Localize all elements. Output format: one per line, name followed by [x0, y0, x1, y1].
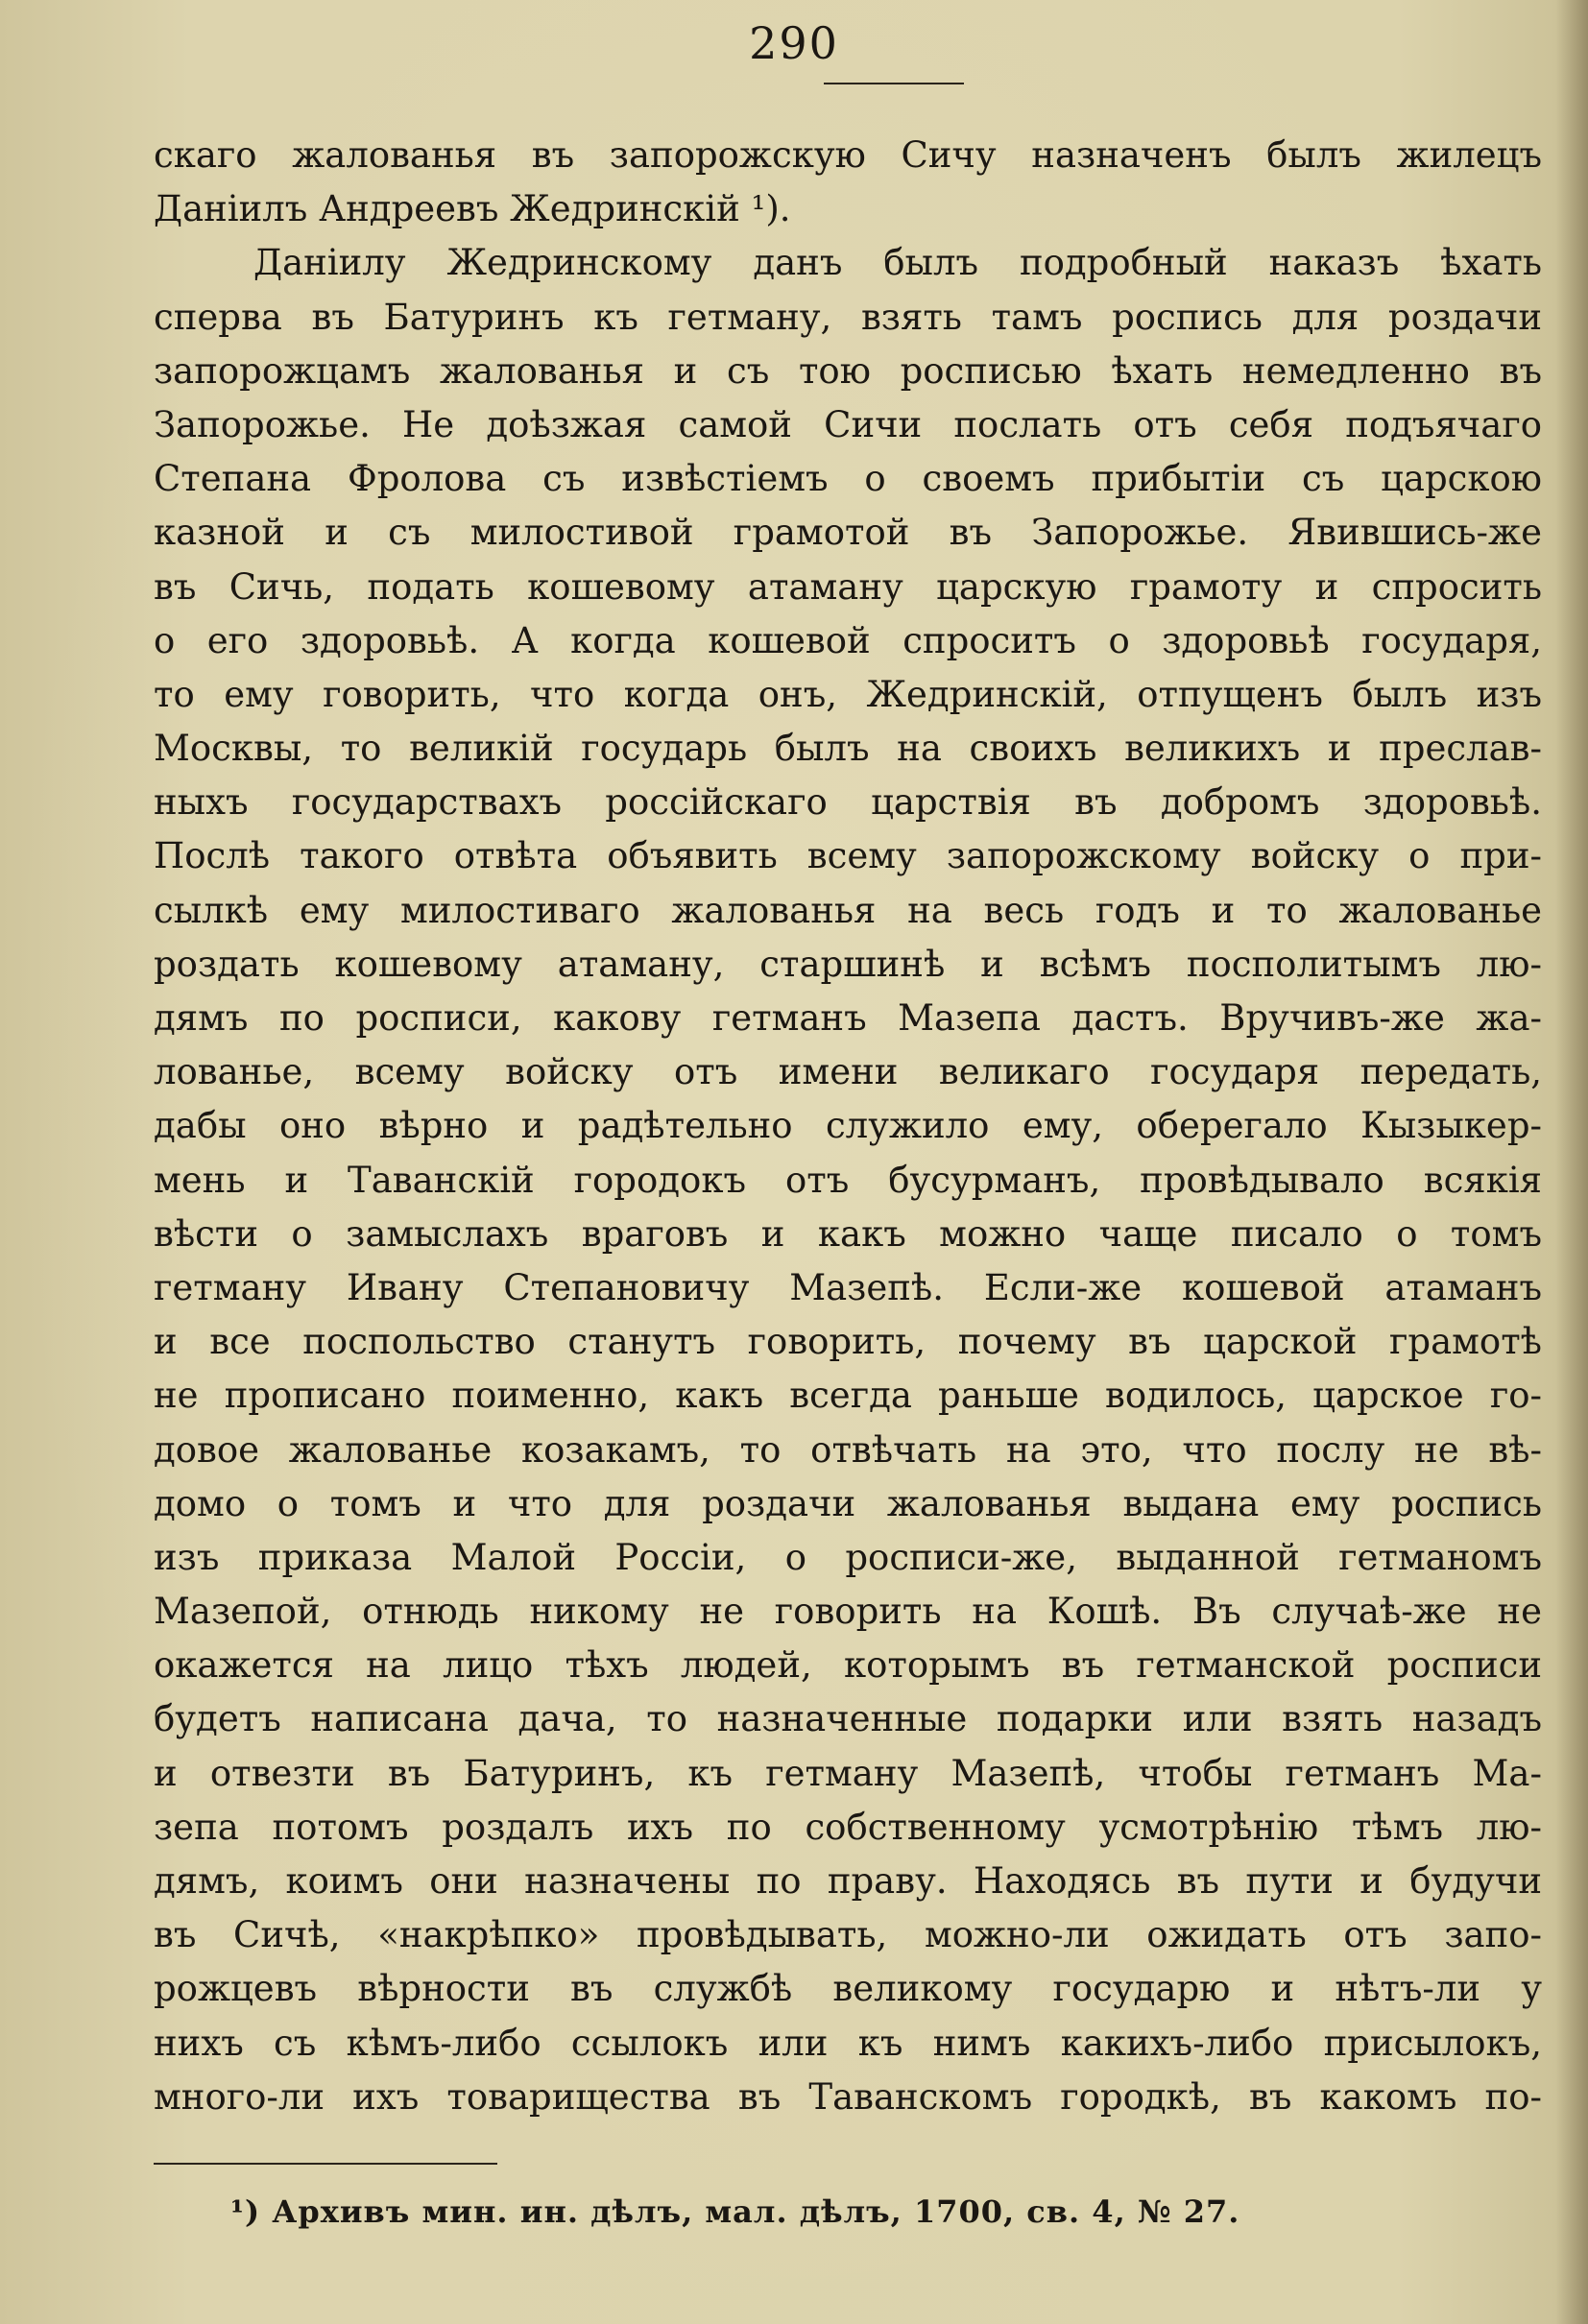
text-line: сперва въ Батуринъ къ гетману, взять тамъ роспись для роздачи: [154, 296, 1542, 338]
text-line: казной и съ милостивой грамотой въ Запорожье. Явившись-же: [154, 512, 1542, 554]
text-line: окажется на лицо тѣхъ людей, которымъ въ гетманской росписи: [154, 1644, 1542, 1687]
text-line: роздать кошевому атаману, старшинѣ и всѣмъ посполитымъ лю-: [154, 943, 1542, 985]
text-line: будетъ написана дача, то назначенные подарки или взять назадъ: [154, 1698, 1542, 1740]
body-text: [154, 129, 1542, 2124]
text-line: скаго жалованья въ запорожскую Сичу назначенъ былъ жилецъ: [154, 134, 1542, 176]
text-line: дабы оно вѣрно и радѣтельно служило ему, оберегало Кызыкер-: [154, 1105, 1542, 1147]
text-line: запорожцамъ жалованья и съ тою росписью ѣхать немедленно въ: [154, 349, 1542, 392]
text-line: лованье, всему войску отъ имени великаго государя передать,: [154, 1051, 1542, 1093]
text-line: много-ли ихъ товарищества въ Таванскомъ городкѣ, въ какомъ по-: [154, 2075, 1542, 2118]
text-line: и все поспольство станутъ говорить, почему въ царской грамотѣ: [154, 1321, 1542, 1363]
text-line: домо о томъ и что для роздачи жалованья выдана ему роспись: [154, 1482, 1542, 1524]
text-line: о его здоровьѣ. А когда кошевой спроситъ о здоровьѣ государя,: [154, 619, 1542, 661]
text-line: Степана Фролова съ извѣстіемъ о своемъ прибытіи съ царскою: [154, 458, 1542, 500]
text-line: изъ приказа Малой Россіи, о росписи-же, выданной гетманомъ: [154, 1536, 1542, 1578]
text-line: Запорожье. Не доѣзжая самой Сичи послать отъ себя подъячаго: [154, 403, 1542, 445]
footnote: ¹) Архивъ мин. ин. дѣлъ, мал. дѣлъ, 1700, св. 4, № 27.: [230, 2193, 1240, 2230]
text-line: Послѣ такого отвѣта объявить всему запорожскому войску о при-: [154, 835, 1542, 877]
text-line: гетману Ивану Степановичу Мазепѣ. Если-же кошевой атаманъ: [154, 1266, 1542, 1308]
spine-shadow: [1555, 0, 1588, 2324]
text-line: зепа потомъ роздалъ ихъ по собственному усмотрѣнію тѣмъ лю-: [154, 1806, 1542, 1848]
text-line: не прописано поименно, какъ всегда раньше водилось, царское го-: [154, 1375, 1542, 1417]
text-line: въ Сичь, подать кошевому атаману царскую грамоту и спросить: [154, 565, 1542, 608]
text-line: дямъ по росписи, какову гетманъ Мазепа дастъ. Вручивъ-же жа-: [154, 997, 1542, 1039]
text-line: рожцевъ вѣрности въ службѣ великому государю и нѣтъ-ли у: [154, 1968, 1542, 2010]
header-rule: [824, 83, 964, 84]
text-line: дямъ, коимъ они назначены по праву. Находясь въ пути и будучи: [154, 1860, 1542, 1902]
text-line: вѣсти о замыслахъ враговъ и какъ можно чаще писало о томъ: [154, 1212, 1542, 1255]
text-line: сылкѣ ему милостиваго жалованья на весь годъ и то жалованье: [154, 889, 1542, 931]
text-line: Даніилу Жедринскому данъ былъ подробный наказъ ѣхать: [253, 242, 1542, 284]
text-line: нихъ съ кѣмъ-либо ссылокъ или къ нимъ какихъ-либо присылокъ,: [154, 2022, 1542, 2064]
text-line: Мазепой, отнюдь никому не говорить на Кошѣ. Въ случаѣ-же не: [154, 1591, 1542, 1633]
text-line: и отвезти въ Батуринъ, къ гетману Мазепѣ, чтобы гетманъ Ма-: [154, 1752, 1542, 1794]
text-line: мень и Таванскій городокъ отъ бусурманъ, провѣдывало всякія: [154, 1159, 1542, 1201]
text-line: довое жалованье козакамъ, то отвѣчать на это, что послу не вѣ-: [154, 1428, 1542, 1471]
text-line: Москвы, то великій государь былъ на своихъ великихъ и преслав-: [154, 728, 1542, 770]
text-line: ныхъ государствахъ россійскаго царствія въ добромъ здоровьѣ.: [154, 781, 1542, 824]
footnote-rule: [154, 2163, 497, 2165]
text-line: то ему говорить, что когда онъ, Жедринскій, отпущенъ былъ изъ: [154, 673, 1542, 715]
page-number: 290: [749, 17, 839, 69]
text-line: Даніилъ Андреевъ Жедринскій ¹).: [154, 188, 791, 230]
text-line: въ Сичѣ, «накрѣпко» провѣдывать, можно-ли ожидать отъ запо-: [154, 1914, 1542, 1956]
